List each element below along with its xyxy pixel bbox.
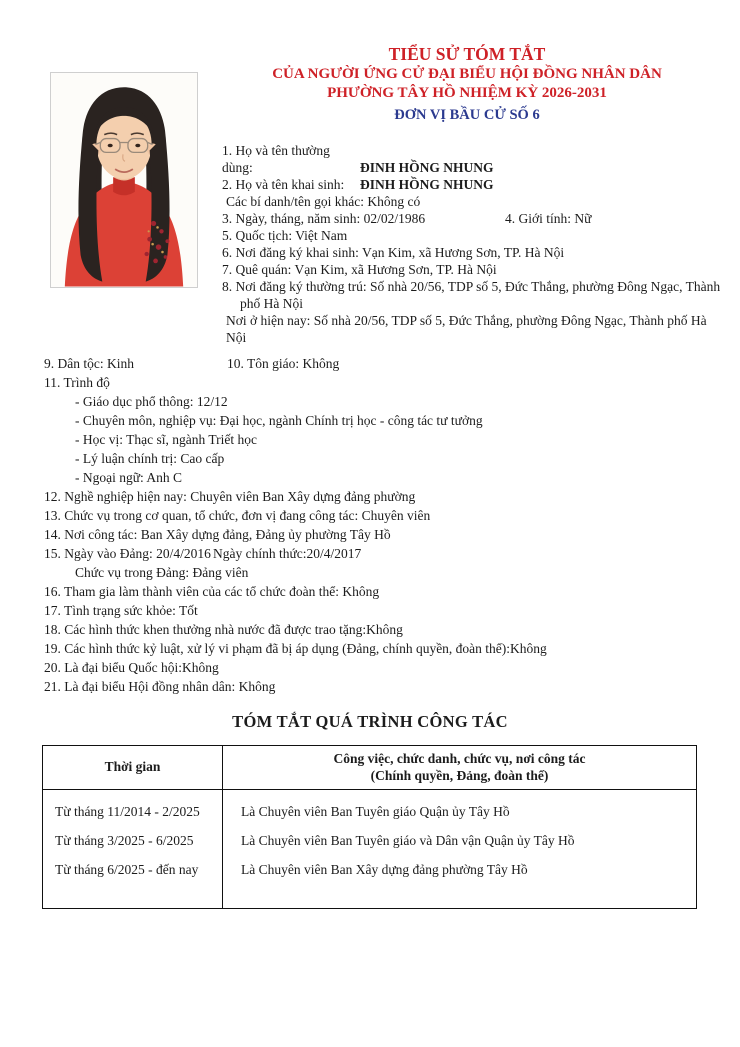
field-birth-name-value: ĐINH HỒNG NHUNG bbox=[360, 176, 494, 192]
field-religion: 10. Tôn giáo: Không bbox=[227, 355, 340, 371]
field-party-official-date: Ngày chính thức:20/4/2017 bbox=[213, 545, 362, 561]
table-header-row bbox=[43, 745, 697, 789]
cell-work: Là Chuyên viên Ban Xây dựng đảng phường Tây Hồ bbox=[223, 855, 697, 909]
field-hometown: 7. Quê quán: Vạn Kim, xã Hương Sơn, TP. Hà Nội bbox=[222, 261, 497, 277]
field-aliases: Các bí danh/tên gọi khác: Không có bbox=[226, 193, 421, 209]
field-party-dates-row bbox=[44, 545, 700, 562]
cell-work: Là Chuyên viên Ban Tuyên giáo Quận ủy Tây Hồ bbox=[223, 789, 697, 826]
field-birth-name-label: 2. Họ và tên khai sinh: bbox=[222, 176, 345, 192]
field-birth-name bbox=[222, 176, 722, 193]
field-gender: 4. Giới tính: Nữ bbox=[505, 210, 592, 226]
col-header-time: Thời gian bbox=[43, 745, 223, 789]
field-dob: 3. Ngày, tháng, năm sinh: 02/02/1986 bbox=[222, 210, 426, 226]
field-common-name-label: 1. Họ và tên thường dùng: bbox=[222, 142, 330, 175]
field-council-deputy: 21. Là đại biểu Hội đồng nhân dân: Không bbox=[44, 678, 276, 694]
personal-info-list bbox=[212, 142, 722, 346]
field-foreign-language: - Ngoại ngữ: Anh C bbox=[75, 469, 183, 485]
col-header-work bbox=[223, 745, 697, 789]
portrait-illustration bbox=[51, 73, 197, 287]
field-dob-gender-row bbox=[222, 210, 722, 227]
doc-title-line1: TIỂU SỬ TÓM TẮT bbox=[388, 44, 546, 64]
field-party-join-date: 15. Ngày vào Đảng: 20/4/2016 bbox=[44, 545, 211, 561]
field-ethnicity-religion-row bbox=[44, 355, 700, 372]
work-history-title: TÓM TẮT QUÁ TRÌNH CÔNG TÁC bbox=[232, 711, 508, 731]
field-party-position: Chức vụ trong Đảng: Đảng viên bbox=[75, 564, 249, 580]
election-unit: ĐƠN VỊ BẦU CỬ SỐ 6 bbox=[394, 106, 540, 123]
candidate-photo bbox=[50, 72, 198, 288]
cell-work: Là Chuyên viên Ban Tuyên giáo và Dân vận Quận ủy Tây Hồ bbox=[223, 826, 697, 855]
field-residence: 8. Nơi đăng ký thường trú: Số nhà 20/56, TDP số 5, Đức Thắng, phường Đông Ngạc, Thành phố Hà Nội bbox=[222, 278, 721, 311]
col-header-work-line1: Công việc, chức danh, chức vụ, nơi công tác bbox=[333, 750, 586, 766]
field-awards: 18. Các hình thức khen thưởng nhà nước đã được trao tặng:Không bbox=[44, 621, 403, 637]
field-na-deputy: 20. Là đại biểu Quốc hội:Không bbox=[44, 659, 219, 675]
cell-time: Từ tháng 6/2025 - đến nay bbox=[43, 855, 223, 909]
doc-title-line2: CỦA NGƯỜI ỨNG CỬ ĐẠI BIỂU HỘI ĐỒNG NHÂN DÂN bbox=[272, 66, 662, 83]
field-education-professional: - Chuyên môn, nghiệp vụ: Đại học, ngành Chính trị học - công tác tư tưởng bbox=[75, 412, 483, 428]
field-workplace: 14. Nơi công tác: Ban Xây dựng đảng, Đảng ủy phường Tây Hồ bbox=[44, 526, 391, 542]
col-header-work-line2: (Chính quyền, Đảng, đoàn thể) bbox=[370, 768, 549, 784]
field-academic-degree: - Học vị: Thạc sĩ, ngành Triết học bbox=[75, 431, 257, 447]
table-row bbox=[43, 789, 697, 826]
field-occupation: 12. Nghề nghiệp hiện nay: Chuyên viên Ban Xây dựng đảng phường bbox=[44, 488, 416, 504]
table-row bbox=[43, 855, 697, 909]
field-political-theory: - Lý luận chính trị: Cao cấp bbox=[75, 450, 225, 466]
field-common-name bbox=[222, 142, 722, 176]
field-education-heading: 11. Trình độ bbox=[44, 374, 110, 390]
work-history-table bbox=[42, 745, 697, 909]
field-health: 17. Tình trạng sức khỏe: Tốt bbox=[44, 602, 198, 618]
table-row bbox=[43, 826, 697, 855]
field-common-name-value: ĐINH HỒNG NHUNG bbox=[360, 159, 494, 175]
cell-time: Từ tháng 11/2014 - 2/2025 bbox=[43, 789, 223, 826]
field-birth-registration: 6. Nơi đăng ký khai sinh: Vạn Kim, xã Hương Sơn, TP. Hà Nội bbox=[222, 244, 565, 260]
field-discipline: 19. Các hình thức kỷ luật, xử lý vi phạm đã bị áp dụng (Đảng, chính quyền, đoàn thể):Không bbox=[44, 640, 547, 656]
cell-time: Từ tháng 3/2025 - 6/2025 bbox=[43, 826, 223, 855]
field-current-residence: Nơi ở hiện nay: Số nhà 20/56, TDP số 5, Đức Thắng, phường Đông Ngạc, Thành phố Hà Nội bbox=[226, 312, 707, 345]
field-nationality: 5. Quốc tịch: Việt Nam bbox=[222, 227, 348, 243]
field-ethnicity: 9. Dân tộc: Kinh bbox=[44, 355, 134, 371]
additional-info-list bbox=[44, 355, 700, 695]
header-and-personal-info bbox=[212, 0, 740, 346]
field-position: 13. Chức vụ trong cơ quan, tổ chức, đơn vị đang công tác: Chuyên viên bbox=[44, 507, 431, 523]
field-education-general: - Giáo dục phổ thông: 12/12 bbox=[75, 393, 228, 409]
field-org-membership: 16. Tham gia làm thành viên của các tổ chức đoàn thể: Không bbox=[44, 583, 380, 599]
document-header bbox=[212, 44, 722, 125]
doc-title-line3: PHƯỜNG TÂY HỒ NHIỆM KỲ 2026-2031 bbox=[327, 84, 607, 101]
